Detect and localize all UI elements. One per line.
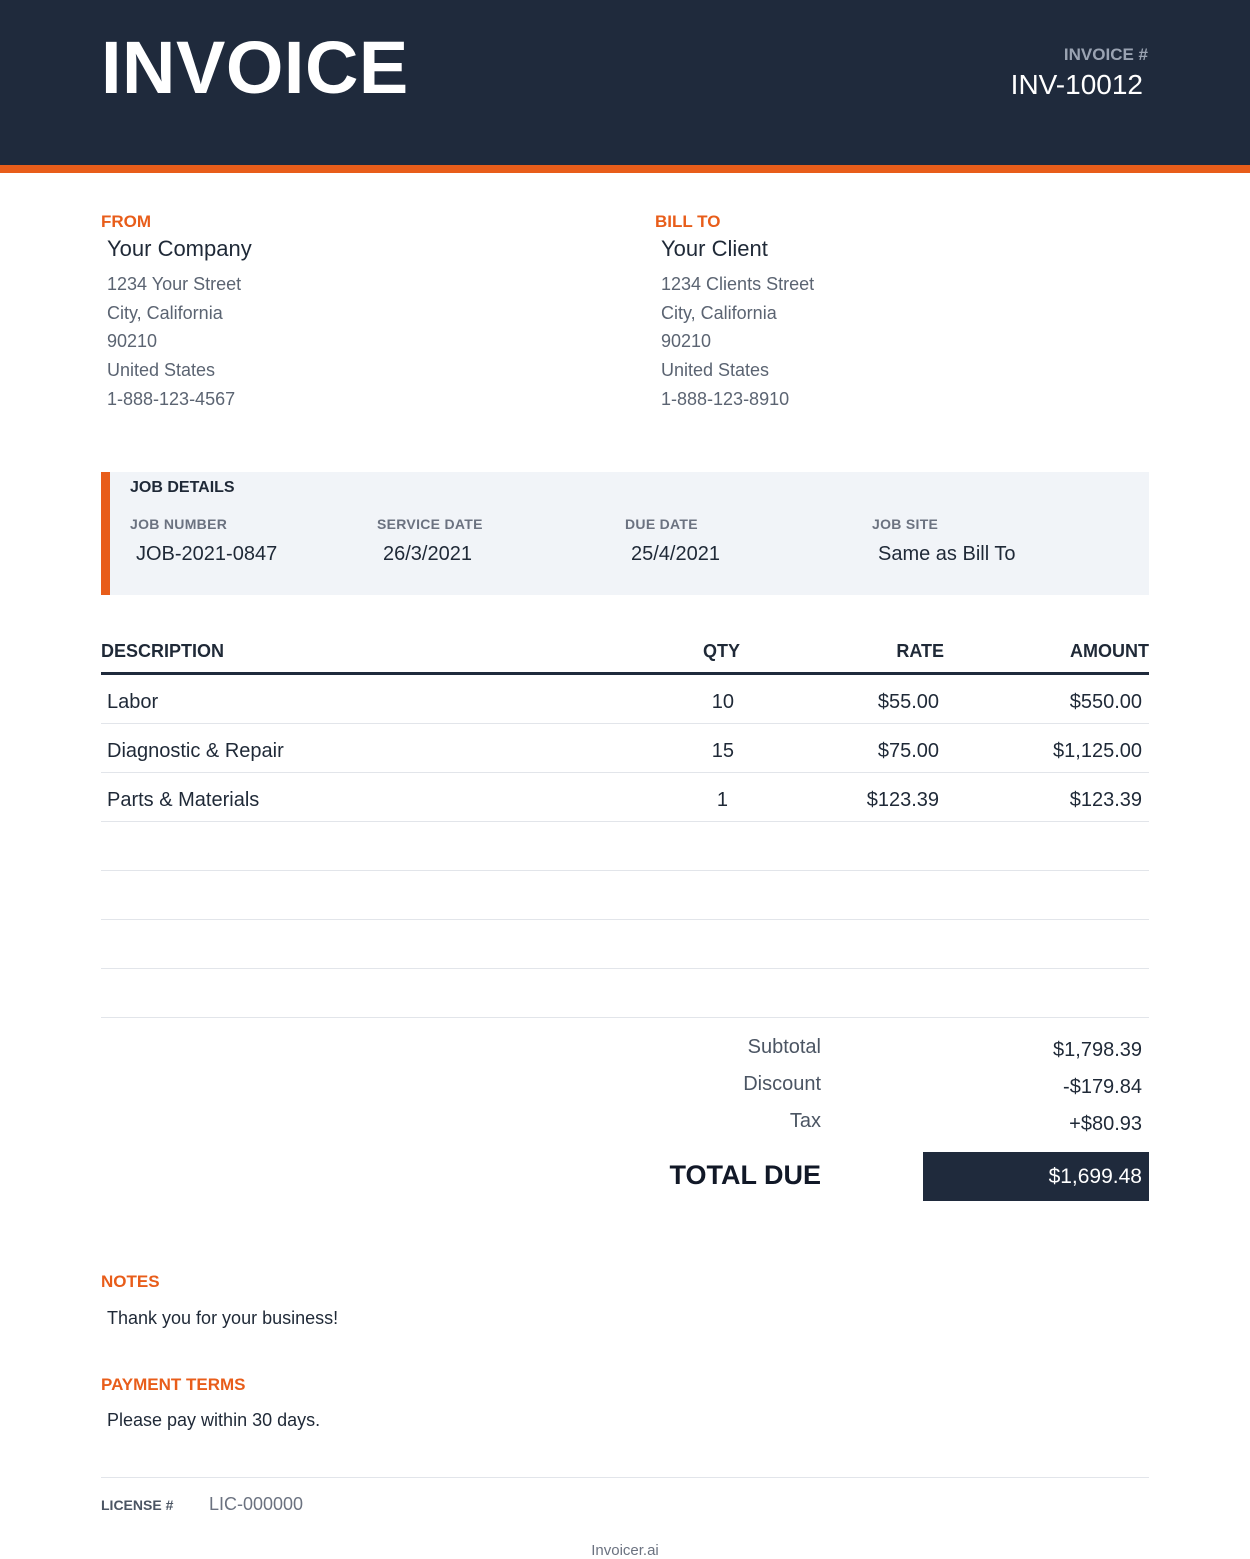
service-date-label: SERVICE DATE: [377, 516, 483, 532]
license-label: LICENSE #: [101, 1497, 174, 1513]
from-address-line: 90210: [107, 331, 158, 352]
item-rate: $75.00: [877, 740, 939, 762]
bill-to-label: BILL TO: [655, 212, 721, 231]
bill-to-address-line: 90210: [661, 331, 712, 352]
invoice-title: INVOICE: [101, 26, 409, 109]
bill-to-phone: 1-888-123-8910: [661, 388, 790, 409]
item-amount: $123.39: [1069, 789, 1142, 811]
brand-footer: Invoicer.ai: [591, 1542, 659, 1559]
invoice-header: [0, 0, 1250, 173]
discount-label: Discount: [743, 1073, 821, 1095]
item-description: Labor: [107, 691, 159, 713]
job-site-value: Same as Bill To: [878, 543, 1016, 565]
item-rate: $123.39: [866, 789, 939, 811]
discount-value: -$179.84: [1063, 1076, 1142, 1098]
payment-terms-text: Please pay within 30 days.: [107, 1410, 321, 1430]
notes-text: Thank you for your business!: [107, 1308, 339, 1328]
amount-header: AMOUNT: [1070, 641, 1149, 661]
qty-header: QTY: [702, 641, 740, 661]
due-date-label: DUE DATE: [625, 516, 698, 532]
job-number-field: [130, 516, 277, 566]
payment-terms-label: PAYMENT TERMS: [101, 1375, 246, 1394]
job-number-value: JOB-2021-0847: [136, 543, 278, 565]
empty-table-row: [101, 920, 1149, 969]
bill-to-client-name: Your Client: [661, 236, 768, 261]
description-header: DESCRIPTION: [101, 641, 225, 661]
from-label: FROM: [101, 212, 152, 231]
due-date-value: 25/4/2021: [631, 543, 720, 565]
job-number-label: JOB NUMBER: [130, 516, 228, 532]
rate-header: RATE: [896, 641, 944, 661]
total-due-box: [923, 1152, 1149, 1201]
total-due-value: $1,699.48: [1048, 1165, 1142, 1188]
from-address-line: 1234 Your Street: [107, 274, 242, 294]
from-phone: 1-888-123-4567: [107, 388, 236, 409]
item-amount: $1,125.00: [1053, 740, 1142, 762]
item-rate: $55.00: [877, 691, 939, 713]
notes-label: NOTES: [101, 1272, 160, 1291]
item-qty: 1: [716, 789, 728, 811]
item-amount: $550.00: [1069, 691, 1142, 713]
from-address-line: United States: [107, 360, 216, 381]
bill-to-address-line: City, California: [661, 302, 777, 323]
item-description: Parts & Materials: [107, 789, 260, 811]
total-due-label: TOTAL DUE: [669, 1160, 821, 1190]
tax-label: Tax: [789, 1110, 821, 1132]
due-date-field: [625, 516, 720, 566]
table-row: [101, 724, 1149, 773]
table-row: [101, 675, 1149, 724]
empty-table-row: [101, 969, 1149, 1018]
invoice-number: INV-10012: [1010, 69, 1143, 100]
tax-value: +$80.93: [1069, 1113, 1142, 1135]
table-row: [101, 773, 1149, 822]
service-date-field: [377, 516, 483, 566]
bill-to-address-line: United States: [661, 360, 770, 381]
job-site-field: [872, 516, 1015, 566]
from-address: [107, 270, 241, 414]
subtotal-label: Subtotal: [747, 1036, 821, 1058]
item-qty: 10: [711, 691, 734, 713]
service-date-value: 26/3/2021: [383, 543, 472, 565]
footer-divider: [101, 1477, 1149, 1478]
bill-to-address: [661, 270, 814, 414]
job-details-box: [101, 472, 1149, 595]
invoice-number-label: INVOICE #: [1063, 45, 1148, 64]
job-details-title: JOB DETAILS: [130, 479, 235, 496]
license-value: LIC-000000: [209, 1494, 304, 1514]
from-company-name: Your Company: [107, 236, 252, 261]
subtotal-value: $1,798.39: [1053, 1039, 1142, 1061]
empty-table-row: [101, 822, 1149, 871]
bill-to-address-line: 1234 Clients Street: [661, 274, 815, 294]
job-site-label: JOB SITE: [872, 516, 939, 532]
item-qty: 15: [711, 740, 734, 762]
empty-table-row: [101, 871, 1149, 920]
from-address-line: City, California: [107, 302, 223, 323]
item-description: Diagnostic & Repair: [107, 740, 284, 762]
